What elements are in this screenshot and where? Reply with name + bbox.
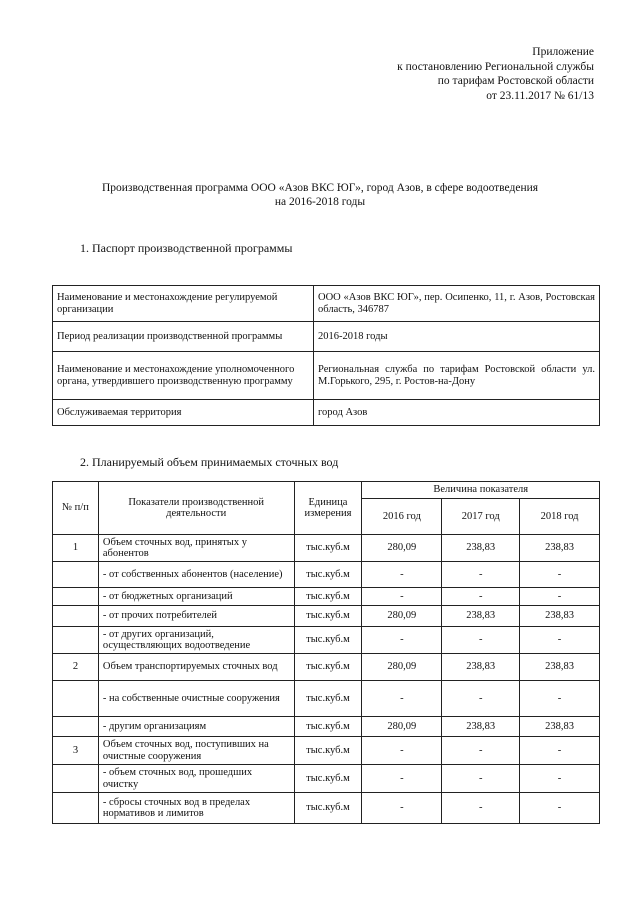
- table-row: [53, 400, 600, 426]
- document-title-line: Производственная программа ООО «Азов ВКС ЮГ», город Азов, в сфере водоотведения: [101, 182, 539, 194]
- row-unit: тыс.куб.м: [294, 654, 362, 681]
- row-num: 1: [53, 535, 99, 562]
- passport-value: Региональная служба по тарифам Ростовской области ул. М.Горького, 295, г. Ростов-на-Дону: [314, 352, 600, 400]
- document-title-line: на 2016-2018 годы: [274, 196, 366, 208]
- row-num: [53, 562, 99, 588]
- value-2017: -: [442, 627, 520, 654]
- table-row: [53, 535, 600, 562]
- table-row: [53, 606, 600, 627]
- row-name: Объем сточных вод, поступивших на очистные сооружения: [98, 737, 294, 765]
- row-unit: тыс.куб.м: [294, 588, 362, 606]
- row-unit: тыс.куб.м: [294, 717, 362, 737]
- value-2016: 280,09: [362, 606, 442, 627]
- passport-value: ООО «Азов ВКС ЮГ», пер. Осипенко, 11, г. Азов, Ростовская область, 346787: [314, 286, 600, 322]
- row-num: [53, 627, 99, 654]
- passport-label: Обслуживаемая территория: [53, 400, 314, 426]
- section-heading-volume: 2. Планируемый объем принимаемых сточных вод: [80, 455, 339, 469]
- value-2016: -: [362, 681, 442, 717]
- value-2017: -: [442, 681, 520, 717]
- value-2017: -: [442, 793, 520, 824]
- table-row: [53, 562, 600, 588]
- value-2018: -: [520, 627, 600, 654]
- row-name: - от бюджетных организаций: [98, 588, 294, 606]
- value-2016: -: [362, 737, 442, 765]
- appendix-header: [294, 45, 594, 103]
- header-num: № п/п: [53, 482, 99, 535]
- row-name: - на собственные очистные сооружения: [98, 681, 294, 717]
- value-2017: 238,83: [442, 654, 520, 681]
- row-unit: тыс.куб.м: [294, 681, 362, 717]
- value-2016: 280,09: [362, 654, 442, 681]
- row-name: - другим организациям: [98, 717, 294, 737]
- table-row: [53, 717, 600, 737]
- header-year-2016: 2016 год: [362, 499, 442, 535]
- passport-value: город Азов: [314, 400, 600, 426]
- value-2018: 238,83: [520, 606, 600, 627]
- row-name: - от прочих потребителей: [98, 606, 294, 627]
- appendix-line: к постановлению Региональной службы: [397, 60, 594, 73]
- row-unit: тыс.куб.м: [294, 627, 362, 654]
- table-row: [53, 286, 600, 322]
- value-2018: 238,83: [520, 717, 600, 737]
- header-year-2017: 2017 год: [442, 499, 520, 535]
- appendix-line: по тарифам Ростовской области: [437, 75, 594, 87]
- table-row: [53, 627, 600, 654]
- table-row: [53, 654, 600, 681]
- value-2017: -: [442, 765, 520, 793]
- passport-label: Наименование и местонахождение регулируемой организации: [53, 286, 314, 322]
- value-2017: 238,83: [442, 535, 520, 562]
- passport-value: 2016-2018 годы: [314, 322, 600, 352]
- table-row: [53, 322, 600, 352]
- table-row: [53, 588, 600, 606]
- value-2018: -: [520, 765, 600, 793]
- table-row: [53, 765, 600, 793]
- value-2018: 238,83: [520, 535, 600, 562]
- table-row: [53, 681, 600, 717]
- row-unit: тыс.куб.м: [294, 606, 362, 627]
- value-2018: -: [520, 562, 600, 588]
- value-2016: -: [362, 588, 442, 606]
- row-unit: тыс.куб.м: [294, 765, 362, 793]
- table-header-row: [53, 482, 600, 499]
- passport-label: Наименование и местонахождение уполномоченного органа, утвердившего производственную программу: [53, 352, 314, 400]
- row-name: - от других организаций, осуществляющих водоотведение: [98, 627, 294, 654]
- row-num: [53, 588, 99, 606]
- value-2016: -: [362, 627, 442, 654]
- header-value-group: Величина показателя: [362, 482, 600, 499]
- appendix-date: от 23.11.2017 № 61/13: [486, 89, 594, 102]
- header-year-2018: 2018 год: [520, 499, 600, 535]
- row-unit: тыс.куб.м: [294, 793, 362, 824]
- value-2018: -: [520, 681, 600, 717]
- row-num: [53, 793, 99, 824]
- value-2018: 238,83: [520, 654, 600, 681]
- value-2016: 280,09: [362, 717, 442, 737]
- passport-table: [52, 285, 600, 426]
- table-row: [53, 737, 600, 765]
- row-unit: тыс.куб.м: [294, 562, 362, 588]
- table-row: [53, 793, 600, 824]
- value-2017: 238,83: [442, 717, 520, 737]
- row-name: Объем транспортируемых сточных вод: [98, 654, 294, 681]
- value-2016: -: [362, 765, 442, 793]
- value-2017: -: [442, 588, 520, 606]
- header-indicator: Показатели производственной деятельности: [98, 482, 294, 535]
- value-2016: 280,09: [362, 535, 442, 562]
- value-2018: -: [520, 793, 600, 824]
- value-2017: -: [442, 562, 520, 588]
- appendix-line: Приложение: [532, 46, 594, 58]
- row-num: [53, 606, 99, 627]
- table-row: [53, 352, 600, 400]
- volume-table: [52, 481, 600, 824]
- passport-label: Период реализации производственной программы: [53, 322, 314, 352]
- row-name: - объем сточных вод, прошедших очистку: [98, 765, 294, 793]
- row-num: [53, 681, 99, 717]
- value-2018: -: [520, 737, 600, 765]
- document-title: [40, 181, 600, 209]
- row-unit: тыс.куб.м: [294, 535, 362, 562]
- value-2017: 238,83: [442, 606, 520, 627]
- row-name: - сбросы сточных вод в пределах нормативов и лимитов: [98, 793, 294, 824]
- row-num: 3: [53, 737, 99, 765]
- row-name: - от собственных абонентов (население): [98, 562, 294, 588]
- value-2017: -: [442, 737, 520, 765]
- header-unit: Единица измерения: [294, 482, 362, 535]
- value-2018: -: [520, 588, 600, 606]
- value-2016: -: [362, 562, 442, 588]
- section-heading-passport: 1. Паспорт производственной программы: [80, 241, 293, 255]
- value-2016: -: [362, 793, 442, 824]
- row-name: Объем сточных вод, принятых у абонентов: [98, 535, 294, 562]
- row-unit: тыс.куб.м: [294, 737, 362, 765]
- row-num: [53, 717, 99, 737]
- row-num: 2: [53, 654, 99, 681]
- row-num: [53, 765, 99, 793]
